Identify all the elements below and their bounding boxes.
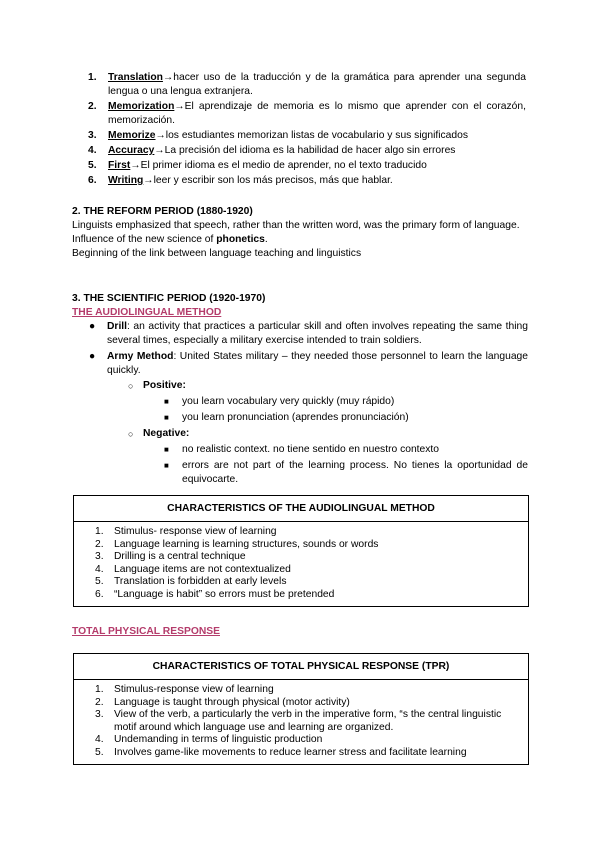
- paragraph: Linguists emphasized that speech, rather than the written word, was the primary form of language.: [72, 220, 520, 231]
- section-heading: 3. THE SCIENTIFIC PERIOD (1920-1970): [72, 293, 266, 304]
- list-item: ○ Positive:: [128, 380, 186, 391]
- tpr-section: [72, 625, 528, 639]
- bullet-circle-icon: ○: [128, 381, 134, 391]
- list-item: 1. Translation→hacer uso de la traducción y de la gramática para aprender una segunda lengua o una lengua extranjera.: [88, 72, 526, 97]
- list-item: ■ errors are not part of the learning process. No tienes la oportunidad de equivocarte.: [164, 460, 528, 485]
- bullet-square-icon: ■: [164, 461, 169, 470]
- bullet-square-icon: ■: [164, 397, 169, 406]
- term-label: Accuracy: [108, 145, 155, 156]
- audiolingual-bullets: [72, 320, 528, 487]
- list-item: 6. Writing→leer y escribir son los más precisos, más que hablar.: [88, 175, 393, 186]
- bullet-square-icon: ■: [164, 445, 169, 454]
- list-item: 4. Accuracy→La precisión del idioma es la habilidad de hacer algo sin errores: [88, 145, 456, 156]
- table-row: 4. Undemanding in terms of linguistic production: [95, 734, 323, 746]
- methods-numbered-list: [78, 71, 526, 189]
- bullet-disc-icon: ●: [89, 321, 96, 332]
- table-row: 1. Stimulus-response view of learning: [95, 684, 274, 695]
- table-row: 2. Language is taught through physical (motor activity): [95, 696, 350, 708]
- audiolingual-characteristics-table: [73, 495, 529, 607]
- list-item: ■ no realistic context. no tiene sentido en nuestro contexto: [164, 444, 440, 455]
- term-label: First: [108, 160, 131, 171]
- tpr-heading: TOTAL PHYSICAL RESPONSE: [72, 626, 220, 637]
- table-row: 6. “Language is habit” so errors must be pretended: [95, 588, 335, 600]
- audiolingual-method-heading: THE AUDIOLINGUAL METHOD: [72, 307, 222, 318]
- scientific-period-section: [72, 292, 528, 320]
- term-label: Memorization: [108, 101, 175, 112]
- list-item: ■ you learn pronunciation (aprendes pronunciación): [164, 412, 409, 423]
- term-label: Translation: [108, 72, 163, 83]
- term-label: Writing: [108, 175, 144, 186]
- term-label: Memorize: [108, 130, 156, 141]
- list-item: ■ you learn vocabulary very quickly (muy rápido): [164, 396, 395, 407]
- bullet-disc-icon: ●: [89, 351, 96, 362]
- table-row: 2. Language learning is learning structures, sounds or words: [95, 538, 379, 550]
- table-body: [74, 680, 528, 764]
- table-body: [74, 522, 528, 606]
- list-item: ● Drill: an activity that practices a particular skill and often involves repeating the same thing several times, especially a military exercise intended to train soldiers.: [89, 321, 528, 346]
- bullet-square-icon: ■: [164, 413, 169, 422]
- section-heading: 2. THE REFORM PERIOD (1880-1920): [72, 206, 253, 217]
- reform-period-section: [72, 205, 528, 261]
- table-row: 3. View of the verb, a particularly the verb in the imperative form, “s the central linguistic motif around which language use and learning are organized.: [95, 709, 502, 733]
- list-item: ● Army Method: United States military – they needed those personnel to learn the language quickly.: [89, 351, 528, 376]
- table-row: 1. Stimulus- response view of learning: [95, 526, 277, 537]
- paragraph: Beginning of the link between language teaching and linguistics: [72, 248, 362, 259]
- list-item: ○ Negative:: [128, 428, 190, 439]
- table-row: 5. Translation is forbidden at early levels: [95, 576, 287, 588]
- list-item: 5. First→El primer idioma es el medio de aprender, no el texto traducido: [88, 160, 427, 171]
- tpr-characteristics-table: [73, 653, 529, 765]
- table-header: CHARACTERISTICS OF TOTAL PHYSICAL RESPONSE (TPR): [74, 654, 528, 680]
- table-row: 4. Language items are not contextualized: [95, 563, 291, 575]
- table-header: CHARACTERISTICS OF THE AUDIOLINGUAL METHOD: [74, 496, 528, 522]
- bullet-circle-icon: ○: [128, 429, 134, 439]
- list-item: 2. Memorization→El aprendizaje de memoria es lo mismo que aprender con el corazón, memorización.: [88, 101, 526, 126]
- list-item: 3. Memorize→los estudiantes memorizan listas de vocabulario y sus significados: [88, 130, 468, 141]
- table-row: 5. Involves game-like movements to reduce learner stress and facilitate learning: [95, 746, 467, 758]
- paragraph: Influence of the new science of phonetics.: [72, 234, 268, 245]
- table-row: 3. Drilling is a central technique: [95, 551, 246, 563]
